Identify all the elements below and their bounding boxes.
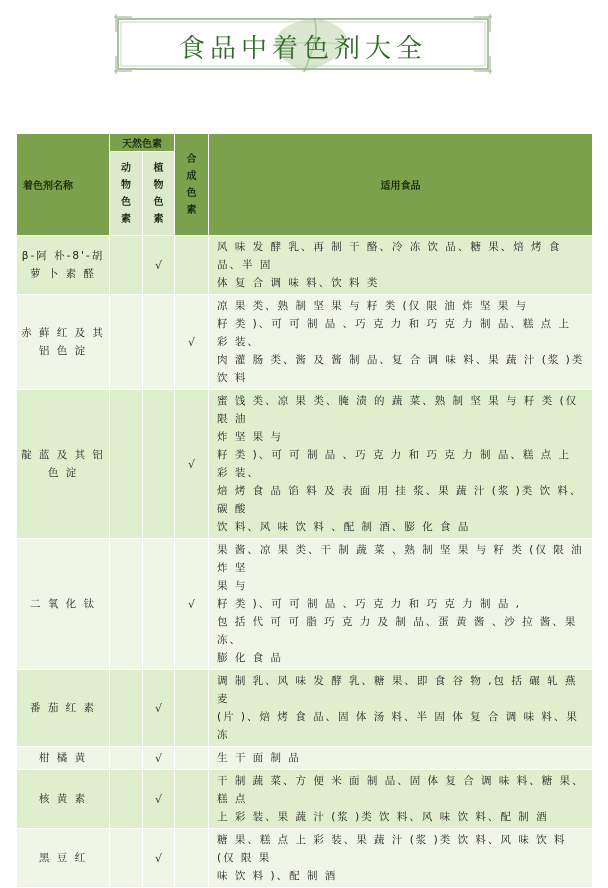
table-row xyxy=(17,539,593,670)
plant-mark xyxy=(143,539,175,670)
applicable-foods: 凉 果 类、熟 制 坚 果 与 籽 类 (仅 限 油 炸 坚 果 与 籽 类 )、可 可 制 品 、巧 克 力 和 巧 克 力 制 品、糕 点 上 彩 装、 肉 灌 肠 类、酱 及 酱 制 品、复 合 调 味 料、果 蔬 汁 (浆 )类 饮 料 xyxy=(209,295,593,390)
applicable-foods: 干 制 蔬 菜、方 便 米 面 制 品、固 体 复 合 调 味 料、糖 果、糕 点 上 彩 装、果 蔬 汁 (浆 )类 饮 料、风 味 饮 料、配 制 酒 xyxy=(209,770,593,829)
synthetic-mark: √ xyxy=(175,295,209,390)
synthetic-mark xyxy=(175,747,209,770)
header-natural-pigment: 天然色素 xyxy=(110,134,175,152)
header-applicable-foods: 适用食品 xyxy=(209,134,593,236)
header-colorant-name: 着色剂名称 xyxy=(17,134,110,236)
plant-mark xyxy=(143,295,175,390)
table-row xyxy=(17,236,593,295)
animal-mark xyxy=(110,236,143,295)
synthetic-mark xyxy=(175,829,209,888)
colorant-table xyxy=(16,133,593,888)
table-row xyxy=(17,295,593,390)
applicable-foods: 调 制 乳、风 味 发 酵 乳、糖 果、即 食 谷 物 ,包 括 碾 轧 燕 麦 (片 )、焙 烤 食 品、固 体 汤 料、半 固 体 复 合 调 味 料、果 冻 xyxy=(209,670,593,747)
animal-mark xyxy=(110,670,143,747)
synthetic-mark: √ xyxy=(175,390,209,539)
plant-mark xyxy=(143,390,175,539)
animal-mark xyxy=(110,770,143,829)
synthetic-mark xyxy=(175,770,209,829)
synthetic-mark: √ xyxy=(175,539,209,670)
title-banner xyxy=(114,14,492,74)
applicable-foods: 风 味 发 酵 乳、再 制 干 酪、冷 冻 饮 品、糖 果、焙 烤 食 品、半 固 体 复 合 调 味 料、饮 料 类 xyxy=(209,236,593,295)
colorant-name: 核 黄 素 xyxy=(17,770,110,829)
header-synthetic-pigment: 合 成 色 素 xyxy=(175,134,209,236)
header-plant-pigment: 植 物 色 素 xyxy=(143,152,175,236)
animal-mark xyxy=(110,747,143,770)
colorant-name: 柑 橘 黄 xyxy=(17,747,110,770)
synthetic-mark xyxy=(175,236,209,295)
table-row xyxy=(17,770,593,829)
animal-mark xyxy=(110,295,143,390)
colorant-name: 黑 豆 红 xyxy=(17,829,110,888)
colorant-name: 二 氧 化 钛 xyxy=(17,539,110,670)
plant-mark: √ xyxy=(143,747,175,770)
page-title: 食品中着色剂大全 xyxy=(178,34,427,64)
colorant-name: β-阿 朴-8'-胡 萝 卜 素 醛 xyxy=(17,236,110,295)
animal-mark xyxy=(110,390,143,539)
applicable-foods: 蜜 饯 类、凉 果 类、腌 渍 的 蔬 菜、熟 制 坚 果 与 籽 类 (仅 限 油 炸 坚 果 与 籽 类 )、可 可 制 品 、巧 克 力 和 巧 克 力 制 品、糕 点 上 彩 装、 焙 烤 食 品 馅 料 及 表 面 用 挂 浆、果 蔬 汁 (浆 )类 饮 料、碳 酸 饮 料、风 味 饮 料 、配 制 酒、膨 化 食 品 xyxy=(209,390,593,539)
animal-mark xyxy=(110,539,143,670)
plant-mark: √ xyxy=(143,670,175,747)
animal-mark xyxy=(110,829,143,888)
synthetic-mark xyxy=(175,670,209,747)
applicable-foods: 果 酱、凉 果 类、干 制 蔬 菜 、熟 制 坚 果 与 籽 类 (仅 限 油 炸 坚 果 与 籽 类 )、可 可 制 品 、巧 克 力 和 巧 克 力 制 品 , 包 括 代 可 可 脂 巧 克 力 及 制 品、蛋 黄 酱 、沙 拉 酱、果 冻、 膨 化 食 品 xyxy=(209,539,593,670)
colorant-name: 番 茄 红 素 xyxy=(17,670,110,747)
plant-mark: √ xyxy=(143,236,175,295)
table-row xyxy=(17,670,593,747)
colorant-name: 赤 藓 红 及 其 铝 色 淀 xyxy=(17,295,110,390)
applicable-foods: 生 干 面 制 品 xyxy=(209,747,593,770)
table-row xyxy=(17,390,593,539)
colorant-name: 靛 蓝 及 其 铝 色 淀 xyxy=(17,390,110,539)
header-animal-pigment: 动 物 色 素 xyxy=(110,152,143,236)
plant-mark: √ xyxy=(143,770,175,829)
plant-mark: √ xyxy=(143,829,175,888)
table-row xyxy=(17,747,593,770)
table-row xyxy=(17,829,593,888)
applicable-foods: 糖 果、糕 点 上 彩 装、果 蔬 汁 (浆 )类 饮 料、风 味 饮 料 (仅 限 果 味 饮 料 )、配 制 酒 xyxy=(209,829,593,888)
